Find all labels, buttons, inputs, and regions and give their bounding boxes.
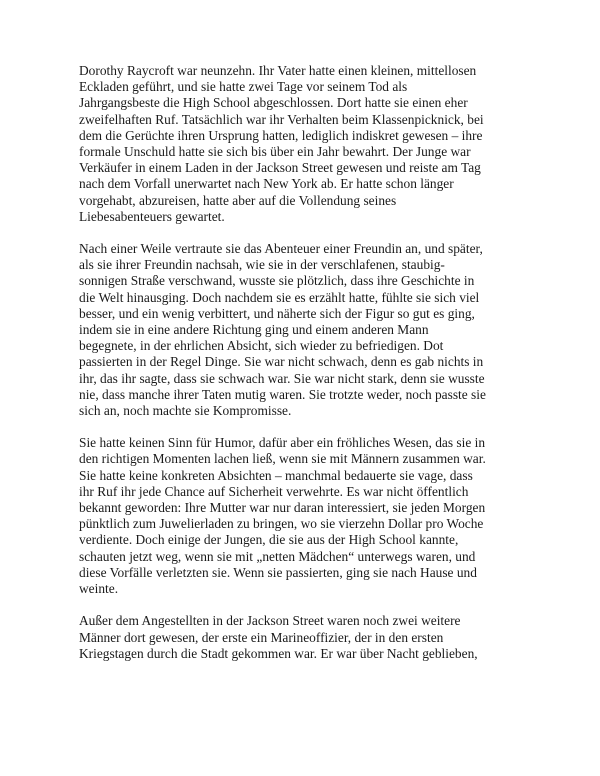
body-text [79, 63, 529, 678]
paragraph-4: Außer dem Angestellten in der Jackson Street waren noch zwei weitere Männer dort gewesen, der erste ein Marineoffizier, der in den ersten Kriegstagen durch die Stadt gekommen war. Er war über Nacht geblieben, [79, 613, 478, 661]
paragraph-2: Nach einer Weile vertraute sie das Abenteuer einer Freundin an, und später, als sie ihrer Freundin nachsah, wie sie in der verschlafenen, staubig- sonnigen Straße verschwand, wusste sie plötzlich, dass ihre Geschichte in die Welt hinausging. Doch nachdem sie es erzählt hatte, fühlte sie sich viel besser, und ein wenig verbittert, und näherte sich der Figur so gut es ging, indem sie in eine andere Richtung ging und einem anderen Mann begegnete, in der ehrlichen Absicht, sich wieder zu befriedigen. Dot passierten in der Regel Dinge. Sie war nicht schwach, denn es gab nichts in ihr, das ihr sagte, dass sie schwach war. Sie war nicht stark, denn sie wusste nie, dass manche ihrer Taten mutig waren. Sie trotzte weder, noch passte sie sich an, noch machte sie Kompromisse. [79, 241, 486, 419]
paragraph-3: Sie hatte keinen Sinn für Humor, dafür aber ein fröhliches Wesen, das sie in den richtigen Momenten lachen ließ, wenn sie mit Männern zusammen war. Sie hatte keine konkreten Absichten – manchmal bedauerte sie vage, dass ihr Ruf ihr jede Chance auf Sicherheit verwehrte. Es war nicht öffentlich bekannt geworden: Ihre Mutter war nur daran interessiert, sie jeden Morgen pünktlich zum Juwelierladen zu bringen, wo sie vierzehn Dollar pro Woche verdiente. Doch einige der Jungen, die sie aus der High School kannte, schauten jetzt weg, wenn sie mit „netten Mädchen“ unterwegs waren, und diese Vorfälle verletzten sie. Wenn sie passierten, ging sie nach Hause und weinte. [79, 435, 486, 597]
paragraph-1: Dorothy Raycroft war neunzehn. Ihr Vater hatte einen kleinen, mittellosen Eckladen geführt, und sie hatte zwei Tage vor seinem Tod als Jahrgangsbeste die High School abgeschlossen. Dort hatte sie einen eher zweifelhaften Ruf. Tatsächlich war ihr Verhalten beim Klassenpicknick, bei dem die Gerüchte ihren Ursprung hatten, lediglich indiskret gewesen – ihre formale Unschuld hatte sie sich bis über ein Jahr bewahrt. Der Junge war Verkäufer in einem Laden in der Jackson Street gewesen und reiste am Tag nach dem Vorfall unerwartet nach New York ab. Er hatte schon länger vorgehabt, abzureisen, hatte aber auf die Vollendung seines Liebesabenteuers gewartet. [79, 63, 484, 224]
